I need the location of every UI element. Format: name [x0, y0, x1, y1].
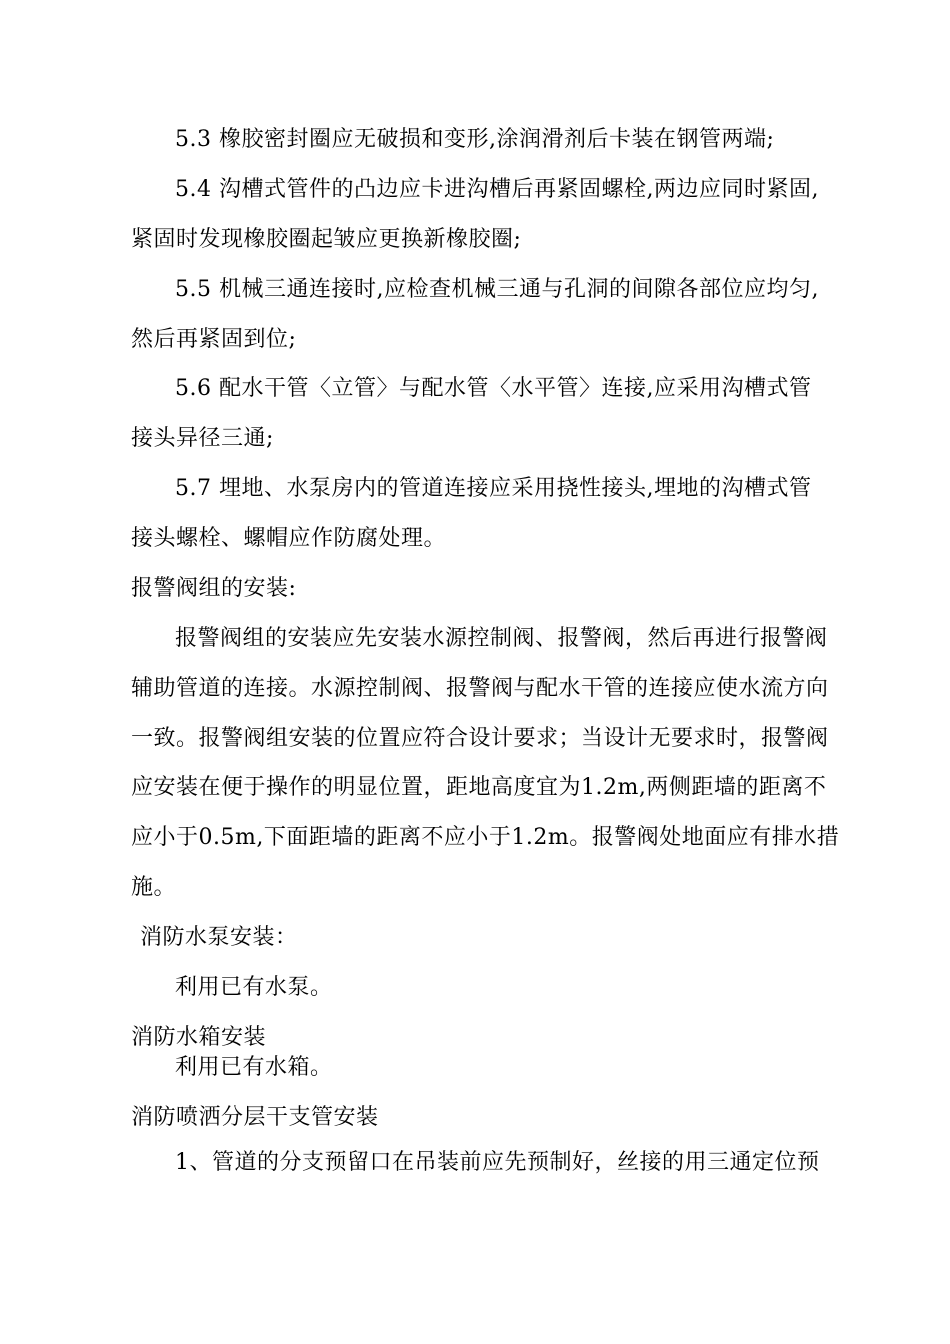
sprinkler-pipes-item-1: 1、管道的分支预留口在吊装前应先预制好，丝接的用三通定位预 [175, 1150, 820, 1175]
alarm-valve-paragraph-line-6: 施。 [131, 875, 177, 900]
alarm-valve-paragraph-line-4: 应安装在便于操作的明显位置，距地高度宜为1.2m,两侧距墙的距离不 [131, 775, 827, 800]
section-heading-sprinkler-pipes: 消防喷洒分层干支管安装 [131, 1105, 379, 1130]
alarm-valve-paragraph-line-3: 一致。报警阀组安装的位置应符合设计要求；当设计无要求时，报警阀 [131, 726, 829, 751]
paragraph-5-5: 5.5 机械三通连接时,应检查机械三通与孔洞的间隙各部位应均匀, [175, 277, 819, 302]
paragraph-5-7-continued: 接头螺栓、螺帽应作防腐处理。 [131, 526, 447, 551]
alarm-valve-paragraph-line-1: 报警阀组的安装应先安装水源控制阀、报警阀，然后再进行报警阀 [175, 626, 828, 651]
paragraph-5-6-continued: 接头异径三通; [131, 426, 274, 451]
fire-pump-text: 利用已有水泵。 [175, 975, 333, 1000]
paragraph-5-4-continued: 紧固时发现橡胶圈起皱应更换新橡胶圈; [131, 227, 522, 252]
water-tank-text: 利用已有水箱。 [175, 1055, 333, 1080]
section-heading-fire-pump: 消防水泵安装： [140, 925, 298, 950]
section-heading-water-tank: 消防水箱安装 [131, 1025, 267, 1050]
alarm-valve-paragraph-line-2: 辅助管道的连接。水源控制阀、报警阀与配水干管的连接应使水流方向 [131, 676, 829, 701]
paragraph-5-5-continued: 然后再紧固到位; [131, 327, 297, 352]
paragraph-5-6: 5.6 配水干管〈立管〉与配水管〈水平管〉连接,应采用沟槽式管 [175, 376, 812, 401]
paragraph-5-7: 5.7 埋地、水泵房内的管道连接应采用挠性接头,埋地的沟槽式管 [175, 476, 812, 501]
paragraph-5-3: 5.3 橡胶密封圈应无破损和变形,涂润滑剂后卡装在钢管两端; [175, 127, 775, 152]
alarm-valve-paragraph-line-5: 应小于0.5m,下面距墙的距离不应小于1.2m。报警阀处地面应有排水措 [131, 825, 840, 850]
paragraph-5-4: 5.4 沟槽式管件的凸边应卡进沟槽后再紧固螺栓,两边应同时紧固, [175, 177, 819, 202]
section-heading-alarm-valve: 报警阀组的安装: [131, 576, 297, 601]
